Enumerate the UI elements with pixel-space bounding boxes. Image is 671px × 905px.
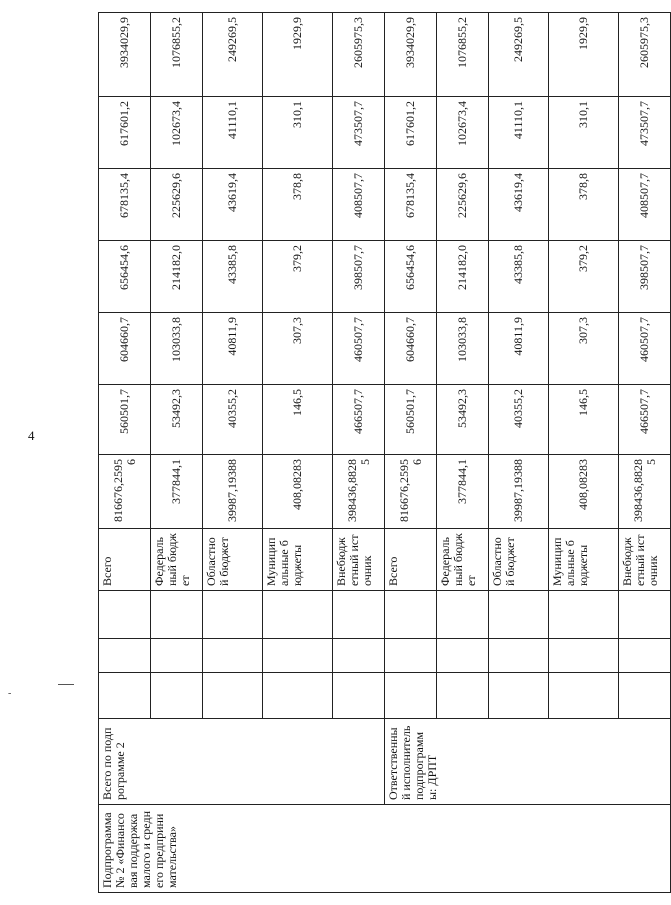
empty-cell	[619, 673, 671, 719]
value-cell: 225629,6	[151, 169, 203, 241]
value-cell: 41110,1	[203, 97, 263, 169]
empty-cell	[437, 673, 489, 719]
value-cell: 398436,88285	[333, 455, 385, 529]
table-row	[385, 13, 437, 893]
value-cell: 103033,8	[437, 313, 489, 385]
value-cell: 53492,3	[151, 385, 203, 455]
empty-cell	[333, 673, 385, 719]
empty-cell	[619, 591, 671, 639]
value-cell: 1929,9	[549, 13, 619, 97]
margin-mark: -	[8, 688, 12, 699]
value-cell: 656454,6	[385, 241, 437, 313]
funding-source-cell: Внебюджетный источник	[619, 529, 671, 591]
value-cell: 310,1	[263, 97, 333, 169]
value-cell: 146,5	[549, 385, 619, 455]
value-cell: 560501,7	[385, 385, 437, 455]
empty-cell	[203, 639, 263, 673]
empty-cell	[489, 639, 549, 673]
value-cell: 379,2	[549, 241, 619, 313]
value-cell: 398507,7	[333, 241, 385, 313]
value-cell: 249269,5	[489, 13, 549, 97]
funding-source-cell: Муниципальные бюджеты	[549, 529, 619, 591]
value-cell: 41110,1	[489, 97, 549, 169]
empty-cell	[263, 639, 333, 673]
value-cell: 102673,4	[437, 97, 489, 169]
funding-source-cell: Областной бюджет	[489, 529, 549, 591]
value-cell: 39987,19388	[489, 455, 549, 529]
funding-source-cell: Внебюджетный источник	[333, 529, 385, 591]
value-cell: 460507,7	[333, 313, 385, 385]
empty-cell	[489, 673, 549, 719]
value-cell: 103033,8	[151, 313, 203, 385]
funding-source-cell: Муниципальные бюджеты	[263, 529, 333, 591]
value-cell: 408,08283	[263, 455, 333, 529]
value-cell: 40355,2	[489, 385, 549, 455]
value-cell: 225629,6	[437, 169, 489, 241]
value-cell: 377844,1	[437, 455, 489, 529]
value-cell: 408,08283	[549, 455, 619, 529]
empty-cell	[619, 639, 671, 673]
value-cell: 816676,25956	[99, 455, 151, 529]
empty-cell	[151, 639, 203, 673]
value-cell: 102673,4	[151, 97, 203, 169]
empty-cell	[549, 591, 619, 639]
empty-cell	[151, 591, 203, 639]
value-cell: 214182,0	[151, 241, 203, 313]
empty-cell	[99, 639, 151, 673]
page-number: 4	[28, 428, 35, 443]
value-cell: 398436,88285	[619, 455, 671, 529]
value-cell: 307,3	[263, 313, 333, 385]
empty-cell	[263, 591, 333, 639]
value-cell: 43619,4	[489, 169, 549, 241]
value-cell: 378,8	[549, 169, 619, 241]
value-cell: 1076855,2	[437, 13, 489, 97]
value-cell: 40355,2	[203, 385, 263, 455]
table-row	[99, 13, 151, 893]
value-cell: 43385,8	[203, 241, 263, 313]
empty-cell	[489, 591, 549, 639]
value-cell: 473507,7	[333, 97, 385, 169]
empty-cell	[385, 673, 437, 719]
empty-cell	[99, 673, 151, 719]
value-cell: 604660,7	[385, 313, 437, 385]
value-cell: 460507,7	[619, 313, 671, 385]
empty-cell	[385, 639, 437, 673]
value-cell: 378,8	[263, 169, 333, 241]
value-cell: 40811,9	[203, 313, 263, 385]
empty-cell	[151, 673, 203, 719]
value-cell: 678135,4	[99, 169, 151, 241]
program-name-cell: Подпрограмма№ 2 «Финансовая поддержка малого и среднего предпринимательства»	[99, 805, 671, 893]
value-cell: 1076855,2	[151, 13, 203, 97]
value-cell: 53492,3	[437, 385, 489, 455]
value-cell: 146,5	[263, 385, 333, 455]
value-cell: 2605975,3	[333, 13, 385, 97]
empty-cell	[99, 591, 151, 639]
value-cell: 617601,2	[385, 97, 437, 169]
value-cell: 408507,7	[619, 169, 671, 241]
group-label-cell: Всего по подпрограмме 2	[99, 719, 385, 805]
value-cell: 408507,7	[333, 169, 385, 241]
empty-cell	[385, 591, 437, 639]
funding-source-cell: Федеральный бюджет	[437, 529, 489, 591]
value-cell: 307,3	[549, 313, 619, 385]
value-cell: 560501,7	[99, 385, 151, 455]
value-cell: 43385,8	[489, 241, 549, 313]
funding-source-cell: Всего	[385, 529, 437, 591]
value-cell: 3934029,9	[99, 13, 151, 97]
budget-table	[98, 12, 671, 893]
rotated-table-container	[98, 13, 660, 893]
empty-cell	[203, 673, 263, 719]
margin-line	[58, 684, 74, 685]
value-cell: 39987,19388	[203, 455, 263, 529]
empty-cell	[203, 591, 263, 639]
empty-cell	[437, 639, 489, 673]
value-cell: 249269,5	[203, 13, 263, 97]
value-cell: 379,2	[263, 241, 333, 313]
value-cell: 40811,9	[489, 313, 549, 385]
empty-cell	[263, 673, 333, 719]
value-cell: 816676,25956	[385, 455, 437, 529]
empty-cell	[333, 591, 385, 639]
value-cell: 466507,7	[333, 385, 385, 455]
value-cell: 3934029,9	[385, 13, 437, 97]
value-cell: 617601,2	[99, 97, 151, 169]
value-cell: 2605975,3	[619, 13, 671, 97]
funding-source-cell: Областной бюджет	[203, 529, 263, 591]
funding-source-cell: Федеральный бюджет	[151, 529, 203, 591]
value-cell: 604660,7	[99, 313, 151, 385]
value-cell: 377844,1	[151, 455, 203, 529]
value-cell: 214182,0	[437, 241, 489, 313]
value-cell: 43619,4	[203, 169, 263, 241]
empty-cell	[549, 639, 619, 673]
value-cell: 310,1	[549, 97, 619, 169]
empty-cell	[437, 591, 489, 639]
value-cell: 678135,4	[385, 169, 437, 241]
group-label-cell: Ответственный исполнитель подпрограммы: ДРПТ	[385, 719, 671, 805]
empty-cell	[549, 673, 619, 719]
value-cell: 656454,6	[99, 241, 151, 313]
value-cell: 398507,7	[619, 241, 671, 313]
empty-cell	[333, 639, 385, 673]
value-cell: 466507,7	[619, 385, 671, 455]
value-cell: 1929,9	[263, 13, 333, 97]
value-cell: 473507,7	[619, 97, 671, 169]
funding-source-cell: Всего	[99, 529, 151, 591]
